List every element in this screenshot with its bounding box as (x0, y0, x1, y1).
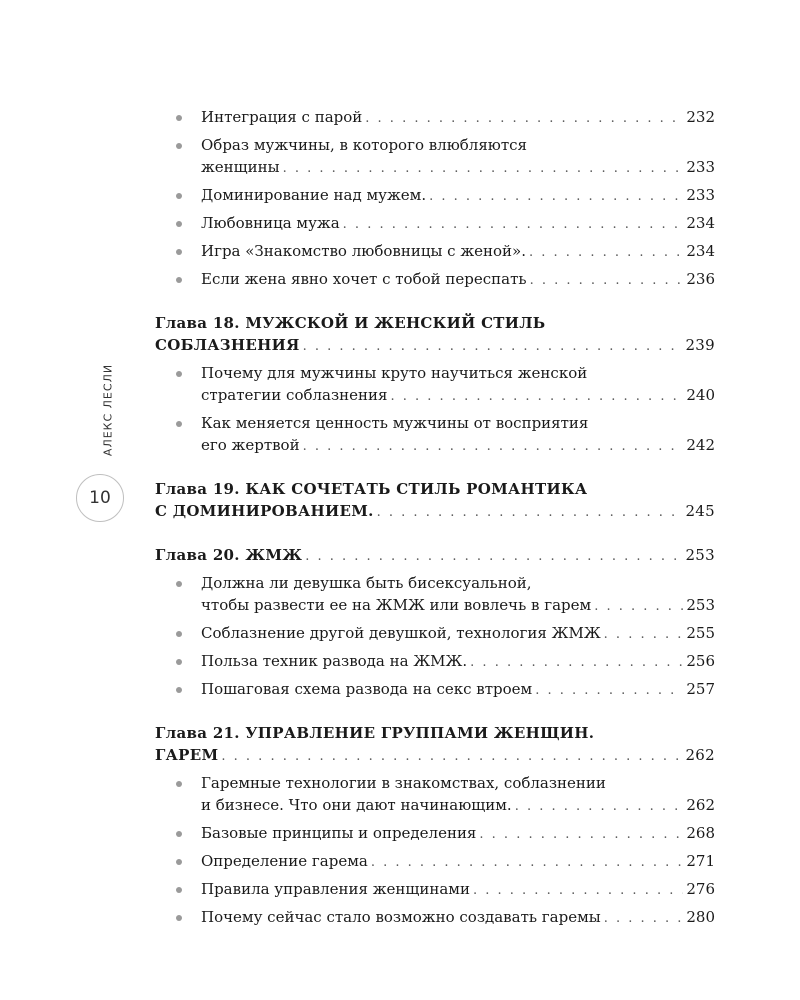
entry-text: и бизнесе. Что они дают начинающим. (201, 796, 512, 814)
dot-leader (221, 746, 682, 768)
dot-leader (343, 214, 684, 236)
bullet-icon (176, 631, 182, 637)
dot-leader (283, 158, 684, 180)
bullet-icon (176, 371, 182, 377)
toc-item[interactable] (155, 650, 715, 674)
entry-line (201, 362, 715, 384)
dot-leader (530, 270, 684, 292)
entry-last-line (155, 334, 715, 358)
dot-leader (303, 336, 683, 358)
bullet-icon (176, 277, 182, 283)
entry-text: Глава 18. МУЖСКОЙ И ЖЕНСКИЙ СТИЛЬ (155, 314, 546, 332)
entry-last-line (155, 544, 715, 568)
dot-leader (604, 624, 684, 646)
page-ref: 253 (685, 546, 715, 564)
page-ref: 280 (686, 908, 715, 926)
toc-item[interactable] (155, 212, 715, 236)
dot-leader (365, 108, 683, 130)
toc-item[interactable] (155, 268, 715, 292)
dot-leader (391, 386, 684, 408)
bullet-icon (176, 659, 182, 665)
entry-text: Интеграция с парой (201, 108, 363, 126)
entry-line (201, 572, 715, 594)
entry-last-line (201, 622, 715, 646)
chapter-heading[interactable] (155, 312, 715, 358)
entry-text: Должна ли девушка быть бисексуальной, (201, 574, 532, 592)
entry-text: С ДОМИНИРОВАНИЕМ. (155, 502, 374, 520)
bullet-icon (176, 143, 182, 149)
page-ref: 262 (685, 746, 715, 764)
toc-item[interactable] (155, 412, 715, 458)
bullet-icon (176, 581, 182, 587)
entry-last-line (201, 240, 715, 264)
entry-text: Пошаговая схема развода на секс втроем (201, 680, 533, 698)
entry-last-line (201, 794, 715, 818)
dot-leader (377, 502, 683, 524)
entry-last-line (201, 594, 715, 618)
entry-last-line (155, 744, 715, 768)
page-ref: 255 (686, 624, 715, 642)
entry-text: Польза техник развода на ЖМЖ. (201, 652, 468, 670)
entry-text: ГАРЕМ (155, 746, 219, 764)
entry-last-line (155, 500, 715, 524)
bullet-icon (176, 221, 182, 227)
entry-text: Глава 19. КАК СОЧЕТАТЬ СТИЛЬ РОМАНТИКА (155, 480, 588, 498)
page-ref: 268 (686, 824, 715, 842)
bullet-icon (176, 859, 182, 865)
page-ref: 234 (686, 242, 715, 260)
table-of-contents (155, 106, 715, 934)
chapter-heading[interactable] (155, 722, 715, 768)
entry-text: Любовница мужа (201, 214, 340, 232)
toc-item[interactable] (155, 772, 715, 818)
entry-text: Определение гарема (201, 852, 368, 870)
entry-text: Почему сейчас стало возможно создавать гаремы (201, 908, 601, 926)
page-ref: 234 (686, 214, 715, 232)
dot-leader (529, 242, 683, 264)
entry-last-line (201, 434, 715, 458)
dot-leader (305, 546, 682, 568)
dot-leader (535, 680, 683, 702)
bullet-icon (176, 687, 182, 693)
bullet-icon (176, 915, 182, 921)
entry-text: Базовые принципы и определения (201, 824, 477, 842)
page-ref: 242 (686, 436, 715, 454)
entry-text: его жертвой (201, 436, 300, 454)
entry-last-line (201, 156, 715, 180)
entry-text: стратегии соблазнения (201, 386, 388, 404)
page-ref: 239 (685, 336, 715, 354)
toc-section-list (155, 106, 715, 292)
dot-leader (371, 852, 684, 874)
entry-last-line (201, 106, 715, 130)
entry-line (201, 412, 715, 434)
entry-text: СОБЛАЗНЕНИЯ (155, 336, 300, 354)
dot-leader (594, 596, 683, 618)
bullet-icon (176, 887, 182, 893)
dot-leader (473, 880, 683, 902)
page-ref: 271 (686, 852, 715, 870)
toc-item[interactable] (155, 106, 715, 130)
page-ref: 276 (686, 880, 715, 898)
entry-text: Игра «Знакомство любовницы с женой». (201, 242, 526, 260)
dot-leader (470, 652, 683, 674)
bullet-icon (176, 249, 182, 255)
entry-text: Соблазнение другой девушкой, технология ЖМЖ (201, 624, 601, 642)
page-ref: 233 (686, 186, 715, 204)
bullet-icon (176, 831, 182, 837)
toc-item[interactable] (155, 362, 715, 408)
page-number: 10 (76, 474, 124, 522)
toc-item[interactable] (155, 240, 715, 264)
toc-item[interactable] (155, 622, 715, 646)
entry-line (201, 772, 715, 794)
bullet-icon (176, 781, 182, 787)
entry-line (155, 722, 715, 744)
toc-item[interactable] (155, 572, 715, 618)
entry-last-line (201, 878, 715, 902)
page-ref: 232 (686, 108, 715, 126)
entry-last-line (201, 650, 715, 674)
page-ref: 233 (686, 158, 715, 176)
dot-leader (303, 436, 684, 458)
page-ref: 245 (685, 502, 715, 520)
entry-last-line (201, 850, 715, 874)
entry-text: Доминирование над мужем. (201, 186, 427, 204)
page-ref: 257 (686, 680, 715, 698)
toc-item[interactable] (155, 878, 715, 902)
page-ref: 240 (686, 386, 715, 404)
toc-item[interactable] (155, 906, 715, 930)
entry-text: Глава 20. ЖМЖ (155, 546, 303, 564)
toc-item[interactable] (155, 822, 715, 846)
author-name: АЛЕКС ЛЕСЛИ (101, 363, 115, 457)
bullet-icon (176, 115, 182, 121)
entry-text: Глава 21. УПРАВЛЕНИЕ ГРУППАМИ ЖЕНЩИН. (155, 724, 595, 742)
entry-text: Образ мужчины, в которого влюбляются (201, 136, 528, 154)
entry-last-line (201, 678, 715, 702)
entry-last-line (201, 906, 715, 930)
toc-item[interactable] (155, 184, 715, 208)
toc-item[interactable] (155, 678, 715, 702)
page-ref: 256 (686, 652, 715, 670)
page-ref: 262 (686, 796, 715, 814)
entry-last-line (201, 184, 715, 208)
toc-item[interactable] (155, 134, 715, 180)
toc-item[interactable] (155, 850, 715, 874)
bullet-icon (176, 421, 182, 427)
dot-leader (479, 824, 683, 846)
dot-leader (604, 908, 684, 930)
dot-leader (515, 796, 684, 818)
entry-text: чтобы развести ее на ЖМЖ или вовлечь в гарем (201, 596, 592, 614)
page-ref: 236 (686, 270, 715, 288)
entry-text: Гаремные технологии в знакомствах, соблазнении (201, 774, 606, 792)
entry-last-line (201, 268, 715, 292)
entry-text: Правила управления женщинами (201, 880, 470, 898)
entry-text: женщины (201, 158, 280, 176)
entry-line (155, 478, 715, 500)
entry-last-line (201, 822, 715, 846)
page-ref: 253 (686, 596, 715, 614)
bullet-icon (176, 193, 182, 199)
dot-leader (429, 186, 683, 208)
entry-last-line (201, 212, 715, 236)
entry-text: Почему для мужчины круто научиться женской (201, 364, 588, 382)
entry-line (201, 134, 715, 156)
entry-text: Если жена явно хочет с тобой переспать (201, 270, 527, 288)
entry-line (155, 312, 715, 334)
chapter-heading[interactable] (155, 478, 715, 524)
chapter-heading[interactable] (155, 544, 715, 568)
entry-text: Как меняется ценность мужчины от восприятия (201, 414, 589, 432)
entry-last-line (201, 384, 715, 408)
